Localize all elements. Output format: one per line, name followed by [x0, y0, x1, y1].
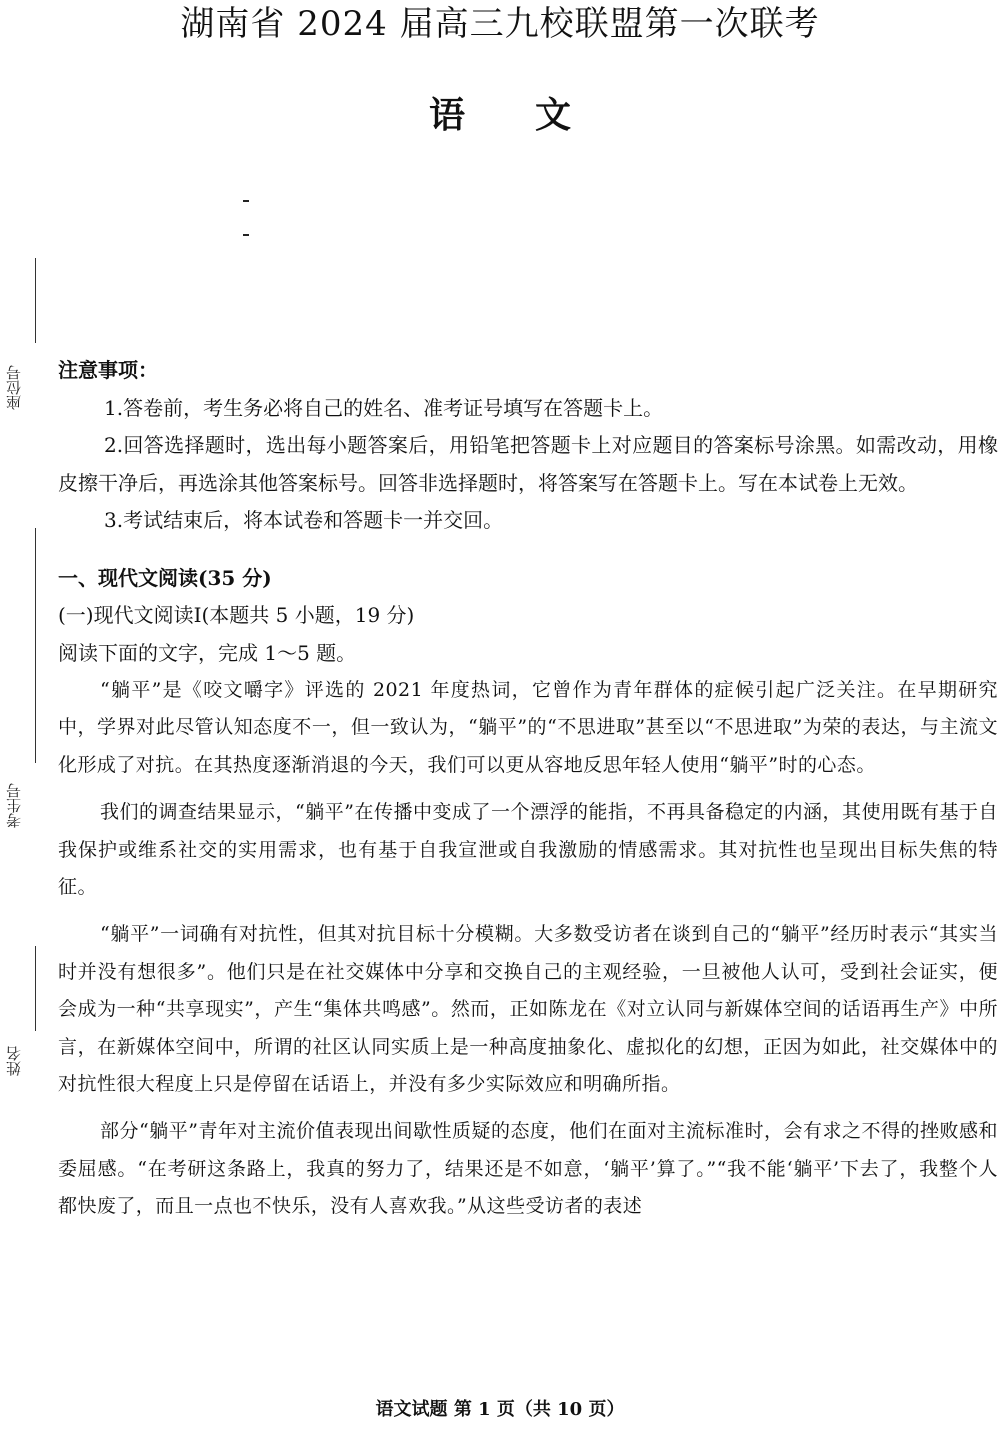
- note-item-2: 2.回答选择题时，选出每小题答案后，用铅笔把答题卡上对应题目的答案标号涂黑。如需改动，用橡皮擦干净后，再选涂其他答案标号。回答非选择题时，将答案写在答题卡上。写在本试卷上无效。: [58, 433, 998, 495]
- page-footer: 语文试题 第 1 页（共 10 页）: [375, 1399, 625, 1420]
- notes-heading: 注意事项：: [58, 358, 158, 382]
- reading-passage: [58, 672, 998, 1226]
- scan-mark: [243, 234, 249, 236]
- name-line: [35, 946, 36, 1031]
- reading-instruction: 阅读下面的文字，完成 1～5 题。: [58, 640, 357, 665]
- exam-title: 湖南省 2024 届高三九校联盟第一次联考: [180, 4, 820, 44]
- passage-paragraph-4: 部分“躺平”青年对主流价值表现出间歇性质疑的态度，他们在面对主流标准时，会有求之不得的挫败感和委屈感。“在考研这条路上，我真的努力了，结果还是不如意，‘躺平’算了。”“我不能‘躺平’下去了，我整个人都快废了，而且一点也不快乐，没有人喜欢我。”从这些受访者的表述: [58, 1120, 998, 1218]
- name-label: 姓名: [5, 1046, 23, 1076]
- seat-number-line: [35, 258, 36, 343]
- passage-paragraph-2: 我们的调查结果显示，“躺平”在传播中变成了一个漂浮的能指，不再具备稳定的内涵，其使用既有基于自我保护或维系社交的实用需求，也有基于自我宣泄或自我激励的情感需求。其对抗性也呈现出目标失焦的特征。: [58, 801, 998, 899]
- subject-title: 语文: [428, 94, 641, 136]
- exam-id-label: 考生号: [5, 783, 23, 828]
- note-item-1: 1.答卷前，考生务必将自己的姓名、准考证号填写在答题卡上。: [104, 395, 664, 420]
- passage-paragraph-1: “躺平”是《咬文嚼字》评选的 2021 年度热词，它曾作为青年群体的症候引起广泛关注。在早期研究中，学界对此尽管认知态度不一，但一致认为，“躺平”的“不思进取”甚至以“不思进取”为荣的表达，与主流文化形成了对抗。在其热度逐渐消退的今天，我们可以更从容地反思年轻人使用“躺平”时的心态。: [58, 679, 998, 776]
- section-heading: 一、现代文阅读(35 分): [58, 565, 272, 590]
- section-subheading: (一)现代文阅读Ⅰ(本题共 5 小题，19 分): [58, 603, 415, 627]
- note-item-3: 3.考试结束后，将本试卷和答题卡一并交回。: [104, 508, 504, 532]
- seat-number-label: 座位号: [5, 365, 23, 410]
- scan-mark: [243, 200, 249, 202]
- passage-paragraph-3: “躺平”一词确有对抗性，但其对抗目标十分模糊。大多数受访者在谈到自己的“躺平”经历时表示“其实当时并没有想很多”。他们只是在社交媒体中分享和交换自己的主观经验，一旦被他人认可，受到社会证实，便会成为一种“共享现实”，产生“集体共鸣感”。然而，正如陈龙在《对立认同与新媒体空间的话语再生产》中所言，在新媒体空间中，所谓的社区认同实质上是一种高度抽象化、虚拟化的幻想，正因为如此，社交媒体中的对抗性很大程度上只是停留在话语上，并没有多少实际效应和明确所指。: [58, 923, 998, 1096]
- exam-content: [58, 352, 998, 1226]
- exam-id-line: [35, 528, 36, 763]
